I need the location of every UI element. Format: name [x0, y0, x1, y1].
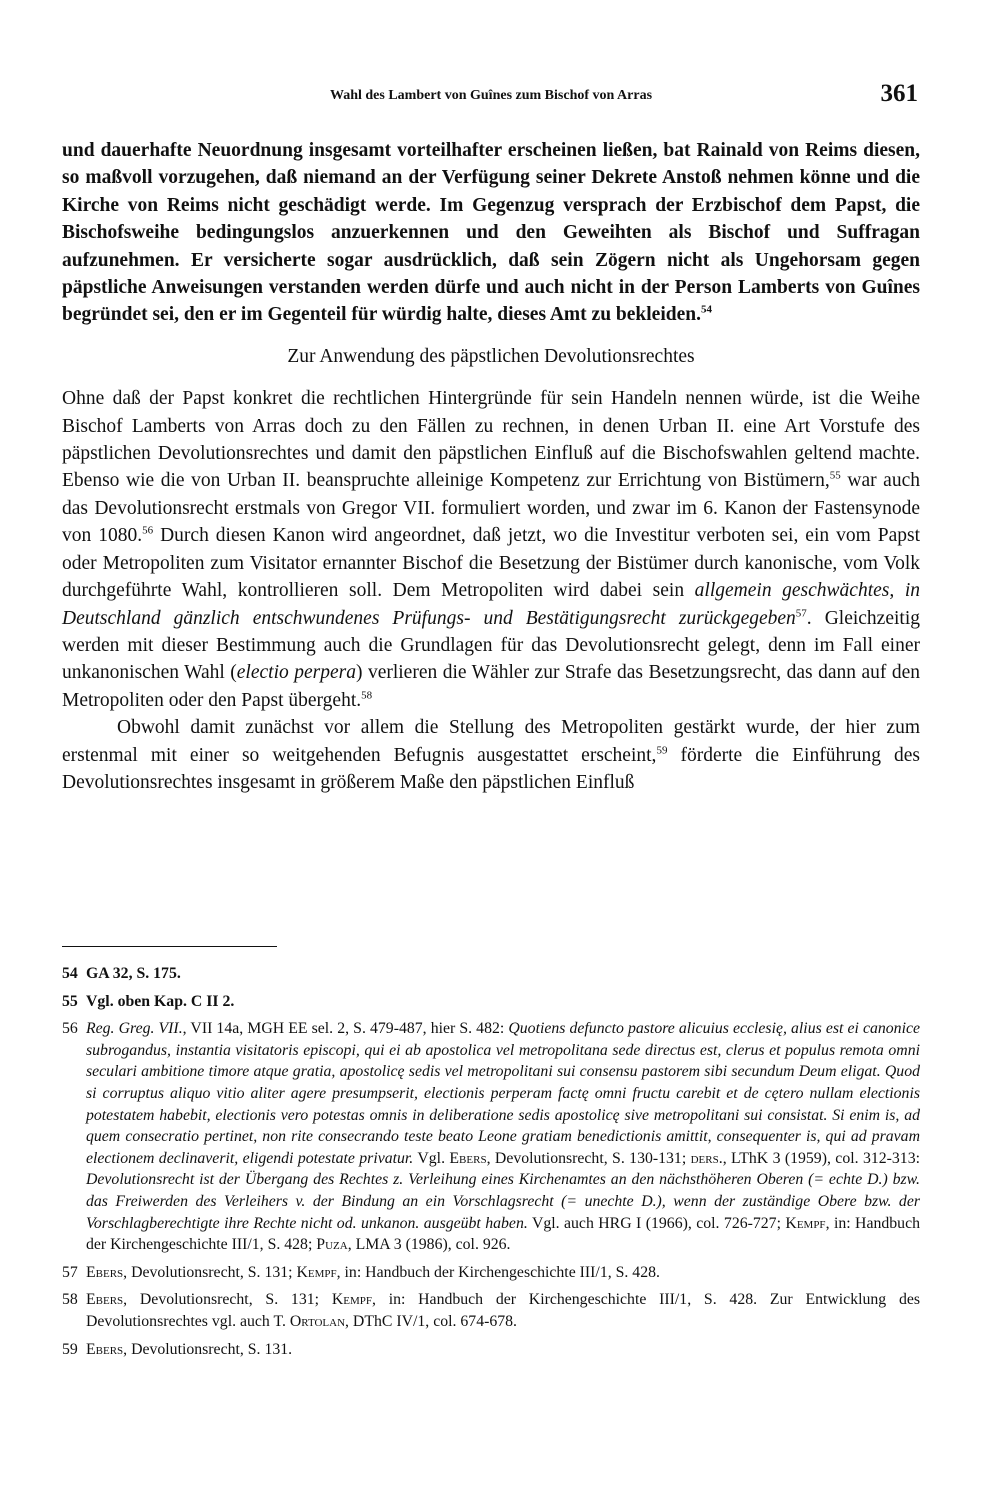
footnote-text: GA 32, S. 175.	[86, 965, 181, 982]
footnote-author: Puza	[316, 1236, 348, 1254]
paragraph-2-text-c: Durch diesen Kanon wird angeordnet, daß jetzt, wo die Investitur verboten sei, ein vom Papst oder Metropoliten zum Visitator ernannter Bischof die Besetzung der Bistümer durch kanonische, vom Volk durchgeführte Wahl, kontrollieren soll. Dem Metropoliten wird dabei sein	[62, 525, 920, 602]
footnote-ref-56: 56	[142, 524, 154, 537]
footnote-57	[62, 1262, 920, 1284]
footnote-56	[62, 1018, 920, 1256]
footnote-text-part: , in: Handbuch der Kirchengeschichte III/1, S. 428. Zur Entwicklung des Devolutionsrechtes vgl. auch T.	[86, 1291, 921, 1330]
footnote-author: Kempf	[296, 1263, 337, 1281]
paragraph-1-text: und dauerhafte Neuordnung insgesamt vorteilhafter erscheinen ließen, bat Rainald von Reims diesen, so maßvoll vorzugehen, daß niemand an der Verfügung seiner Dekrete Anstoß nehmen könne und die Kirche von Reims nicht geschädigt werde. Im Gegenzug versprach der Erzbischof dem Papst, die Bischofsweihe bedingungslos anzuerkennen und den Geweihten als Bischof und Suffragan aufzunehmen. Er versicherte sogar ausdrücklich, daß sein Zögern nicht als Ungehorsam gegen päpstliche Anweisungen verstanden werden dürfe und auch nicht in der Person Lamberts von Guînes begründet sei, den er im Gegenteil für würdig halte, dieses Amt zu bekleiden.	[62, 140, 920, 326]
footnote-text-part: , Devolutionsrecht, S. 131;	[123, 1291, 332, 1309]
footnote-text	[86, 1262, 920, 1284]
footnote-ref-59: 59	[656, 744, 668, 757]
footnote-text-part: , DThC IV/1, col. 674-678.	[345, 1312, 518, 1330]
footnote-author: ders.	[690, 1149, 723, 1167]
footnote-text	[86, 1339, 920, 1361]
footnote-author: Kempf	[331, 1291, 372, 1309]
footnote-ref-54: 54	[700, 303, 712, 316]
footnote-text	[86, 1289, 920, 1332]
running-head: Wahl des Lambert von Guînes zum Bischof von Arras	[329, 88, 653, 103]
paragraph-3	[62, 714, 920, 796]
footnote-number: 59	[62, 1340, 78, 1358]
footnote-text: Vgl. oben Kap. C II 2.	[86, 992, 235, 1010]
footnote-text-part: , Devolutionsrecht, S. 131;	[123, 1263, 297, 1281]
paragraph-2-text-d: . Gleichzeitig werden mit dieser Bestimmung auch die Grundlagen für das Devolutionsrecht gelegt, denn im Fall einer unkanonischen Wahl (	[62, 607, 920, 684]
footnote-definition-quote: Devolutionsrecht ist der Übergang des Rechtes z. Verleihung eines Kirchenamtes an den nächsthöheren Oberen (= echte D.) bzw. das Freiwerden des Verleihers v. der Bindung an ein Vorschlagsrecht (= unechte D.), wenn der zuständige Obere bzw. der Vorschlagberechtigte ihre Rechte nicht od. unkanon. ausgeübt haben.	[86, 1171, 920, 1232]
paragraph-2-text-b: war auch das Devolutionsrecht erstmals von Gregor VII. formuliert worden, und zwar im 6. Kanon der Fastensynode von 1080.	[62, 470, 920, 547]
paragraph-3-text-a: Obwohl damit zunächst vor allem die Stellung des Metropoliten gestärkt wurde, der hier zum erstenmal mit einer so weitgehenden Befugnis ausgestattet erscheint,	[62, 717, 920, 766]
paragraph-1	[62, 137, 920, 329]
paragraph-2-text-a: Ohne daß der Papst konkret die rechtlichen Hintergründe für sein Handeln nennen würde, ist die Weihe Bischof Lamberts von Arras doch zu den Fällen zu rechnen, in denen Urban II. eine Art Vorstufe des päpstlichen Devolutionsrechtes und damit den päpstlichen Einfluß auf die Bischofswahlen geltend machte. Ebenso wie die von Urban II. beanspruchte alleinige Kompetenz zur Errichtung von Bistümern,	[62, 388, 920, 492]
footnote-text-part: Vgl.	[413, 1149, 450, 1167]
footnote-text	[86, 1018, 920, 1256]
footnote-number: 56	[62, 1020, 78, 1038]
footnote-latin-quote: Quotiens defuncto pastore alicuius ecclesię, alius est ei canonice subrogandus, instantia visitatoris episcopi, qui ei ab apostolica vel metropolitana sede directus est, clerus et populus remota omni seculari ambitione timore atque gratia, apostolicę sedis vel metropolitani sui consensu pastorem sibi secundum Deum eligat. Quod si corruptus aliquo vitio aliter agere presumpserit, electionis perperam factę omni fructu carebit et de cętero nullam electionis potestatem habebit, electionis vero potestas omnis in deliberatione sedis apostolicę sive metropolitani sui consistat. Si enim is, ad quem consecratio pertinet, non rite consecrando teste beato Leone gratiam benedictionis amittit, consequenter is, qui ad pravam electionem declinaverit, eligendi potestate privatur.	[86, 1020, 920, 1167]
footnote-author: Ebers	[86, 1263, 124, 1281]
footnote-number: 54	[62, 965, 78, 982]
paragraph-2-italic-quote: allgemein geschwächtes, in Deutschland gänzlich entschwundenes Prüfungs- und Bestätigungsrecht zurückgegeben	[62, 580, 920, 629]
page-number: 361	[880, 80, 918, 107]
paragraph-2-text-e: ) verlieren die Wähler zur Strafe das Besetzungsrecht, das dann auf den Metropoliten oder den Papst übergeht.	[62, 662, 921, 711]
footnote-source-title: Reg. Greg. VII.	[86, 1020, 183, 1038]
footnote-author: Kempf	[785, 1214, 826, 1232]
footnote-author: Ortolan	[289, 1312, 346, 1330]
footnote-text-part: , LMA 3 (1986), col. 926.	[347, 1236, 511, 1254]
section-heading: Zur Anwendung des päpstlichen Devolutionsrechtes	[287, 345, 695, 367]
footnote-number: 58	[62, 1291, 78, 1309]
footnote-source-ref: , VII 14a, MGH EE sel. 2, S. 479-487, hier S. 482:	[182, 1020, 509, 1038]
paragraph-2	[62, 385, 920, 714]
footnote-number: 55	[62, 992, 78, 1010]
footnote-text-part: , in: Handbuch der Kirchengeschichte III/1, S. 428.	[336, 1263, 660, 1281]
footnote-ref-55: 55	[829, 469, 841, 482]
footnote-divider	[62, 946, 277, 947]
footnote-59	[62, 1339, 920, 1361]
footnote-text-part: , LThK 3 (1959), col. 312-313:	[722, 1149, 920, 1167]
main-text	[62, 137, 920, 796]
footnote-58	[62, 1289, 920, 1332]
footnote-author: Ebers	[449, 1149, 487, 1167]
footnote-author: Ebers	[86, 1340, 124, 1358]
footnote-ref-58: 58	[361, 689, 373, 702]
footnote-text-part: , Devolutionsrecht, S. 130-131;	[486, 1149, 691, 1167]
footnote-55	[62, 991, 920, 1013]
footnote-ref-57: 57	[795, 607, 807, 619]
footnotes	[62, 963, 920, 1366]
paragraph-3-text-b: förderte die Einführung des Devolutionsrechtes insgesamt in größerem Maße den päpstlichen Einfluß	[62, 744, 921, 793]
footnote-text-part: , in: Handbuch der Kirchengeschichte III/1, S. 428;	[86, 1214, 920, 1254]
footnote-number: 57	[62, 1263, 78, 1281]
footnote-text-part: Vgl. auch HRG I (1966), col. 726-727;	[527, 1214, 786, 1232]
footnote-54	[62, 963, 920, 985]
footnote-text-part: , Devolutionsrecht, S. 131.	[123, 1340, 293, 1358]
page-header	[62, 80, 920, 114]
paragraph-2-italic-term: electio perpera	[236, 662, 356, 684]
footnote-author: Ebers	[86, 1291, 124, 1309]
